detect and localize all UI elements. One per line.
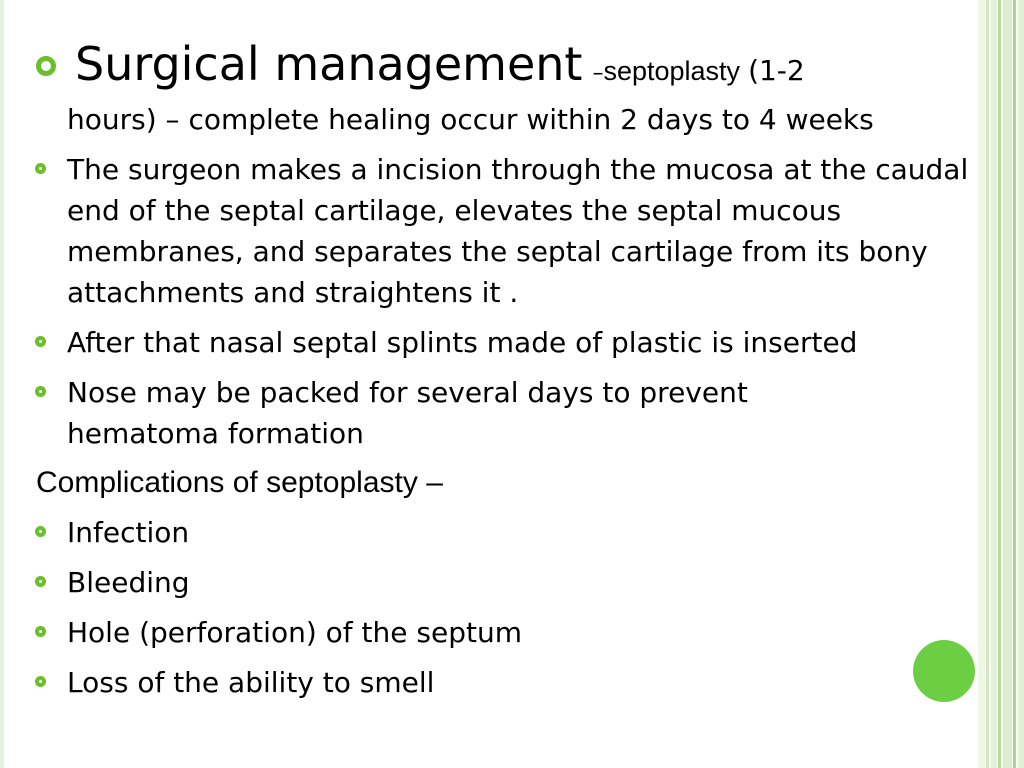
complication-text: Infection bbox=[67, 516, 190, 549]
complication-item-perforation bbox=[32, 612, 1012, 653]
complication-item-smell bbox=[32, 662, 1012, 703]
title-duration-start: (1-2 bbox=[748, 54, 805, 87]
complication-text: Hole (perforation) of the septum bbox=[67, 616, 522, 649]
bullet-circle-icon bbox=[35, 386, 46, 397]
title-continuation: hours) – complete healing occur within 2 days to 4 weeks bbox=[67, 103, 874, 136]
title-bullet-item bbox=[32, 34, 1012, 140]
bullet-circle-icon bbox=[35, 526, 46, 537]
complication-text: Bleeding bbox=[67, 566, 190, 599]
complication-item-bleeding bbox=[32, 562, 1012, 603]
slide-title: Surgical management bbox=[75, 37, 583, 91]
complication-item-infection bbox=[32, 512, 1012, 553]
title-line bbox=[67, 34, 1012, 105]
bullet-text: Nose may be packed for several days to prevent hematoma formation bbox=[67, 376, 748, 450]
bullet-circle-icon bbox=[36, 56, 56, 76]
bullet-item-packing bbox=[32, 372, 1012, 454]
title-dash: – bbox=[592, 61, 604, 86]
left-edge-strip bbox=[0, 0, 4, 768]
bullet-circle-icon bbox=[35, 336, 46, 347]
bullet-text: The surgeon makes a incision through the mucosa at the caudal end of the septal cartilage, elevates the septal mucous membranes, and separates the septal cartilage from its bony attachments and straightens it . bbox=[67, 153, 969, 309]
bullet-circle-icon bbox=[35, 576, 46, 587]
bullet-circle-icon bbox=[35, 676, 46, 687]
bullet-circle-icon bbox=[35, 626, 46, 637]
bullet-item-splints bbox=[32, 322, 1012, 363]
decorative-green-circle bbox=[913, 640, 975, 702]
slide-content bbox=[32, 34, 1012, 703]
complication-text: Loss of the ability to smell bbox=[67, 666, 435, 699]
bullet-text: After that nasal septal splints made of plastic is inserted bbox=[67, 326, 858, 359]
title-subtitle: septoplasty bbox=[603, 56, 741, 86]
bullet-circle-icon bbox=[35, 163, 46, 174]
bullet-item-incision bbox=[32, 149, 1012, 313]
complications-heading: Complications of septoplasty – bbox=[36, 466, 443, 499]
